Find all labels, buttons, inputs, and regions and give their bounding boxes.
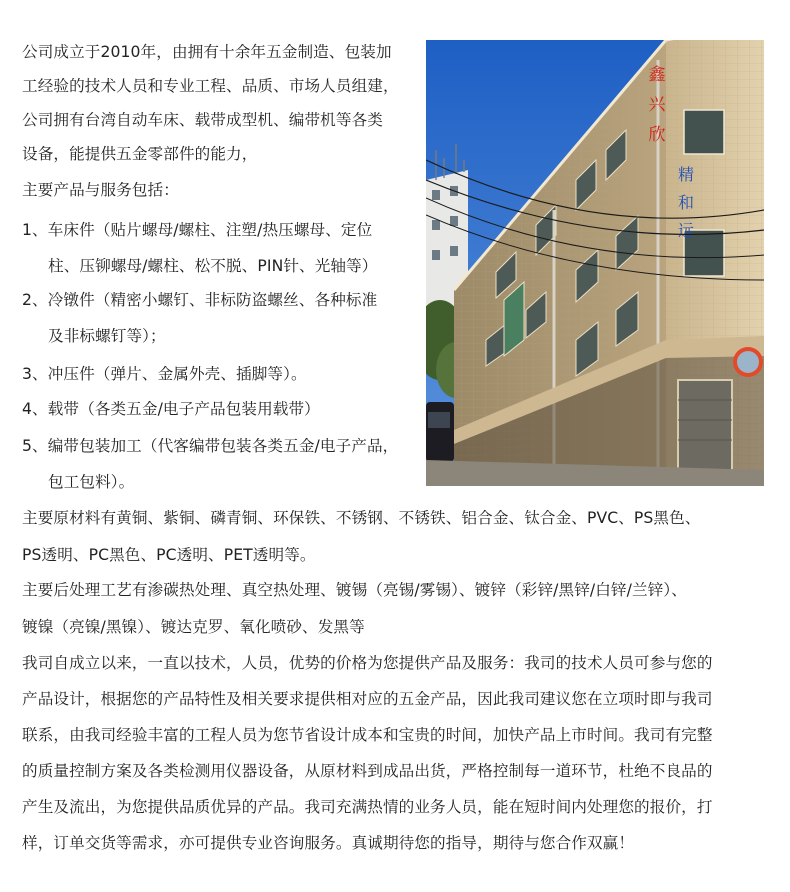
closing-line: 样，订单交货等需求，亦可提供专业咨询服务。真诚期待您的指导，期待与您合作双赢！	[22, 834, 635, 852]
closing-line: 产品设计，根据您的产品特性及相关要求提供相对应的五金产品，因此我司建议您在立项时即与我司	[22, 690, 713, 708]
materials-line: 主要原材料有黄铜、紫铜、磷青铜、环保铁、不锈钢、不锈铁、铝合金、钛合金、PVC、PS黑色、	[22, 509, 701, 527]
product-item-1: 1、车床件（贴片螺母/螺柱、注塑/热压螺母、定位	[22, 221, 373, 239]
product-item-2: 2、冷镦件（精密小螺钉、非标防盗螺丝、各种标准	[22, 291, 378, 309]
processes-line: 主要后处理工艺有渗碳热处理、真空热处理、镀锡（亮锡/雾锡）、镀锌（彩锌/黑锌/白锌/兰锌）、	[22, 581, 687, 599]
product-item-4: 4、载带（各类五金/电子产品包装用载带）	[22, 400, 320, 418]
intro-line: 设备，能提供五金零部件的能力，	[22, 145, 258, 163]
sign-blue-char: 和	[677, 193, 695, 212]
sign-red-char: 鑫	[648, 65, 666, 85]
sign-red-char: 欣	[648, 125, 666, 145]
product-item-2-cont: 及非标螺钉等）；	[48, 327, 166, 345]
intro-line: 工经验的技术人员和专业工程、品质、市场人员组建，	[22, 77, 399, 95]
sign-red-char: 兴	[648, 95, 666, 115]
product-item-5-cont: 包工包料）。	[48, 473, 135, 491]
intro-line: 公司成立于2010年，由拥有十余年五金制造、包装加	[22, 43, 392, 61]
closing-line: 联系，由我司经验丰富的工程人员为您节省设计成本和宝贵的时间，加快产品上市时间。我司有完整	[22, 726, 713, 744]
processes-line: 镀镍（亮镍/黑镍）、镀达克罗、氧化喷砂、发黑等	[22, 618, 365, 636]
product-item-3: 3、冲压件（弹片、金属外壳、插脚等）。	[22, 365, 307, 383]
closing-line: 的质量控制方案及各类检测用仪器设备，从原材料到成品出货，严格控制每一道环节，杜绝不良品的	[22, 762, 713, 780]
closing-line: 产生及流出，为您提供品质优异的产品。我司充满热情的业务人员，能在短时间内处理您的报价，打	[22, 798, 713, 816]
products-heading: 主要产品与服务包括：	[22, 181, 179, 199]
sign-blue-char: 精	[677, 165, 695, 184]
closing-line: 我司自成立以来，一直以技术，人员，优势的价格为您提供产品及服务：我司的技术人员可参与您的	[22, 654, 713, 672]
sign-blue-char: 远	[677, 221, 695, 240]
factory-building-photo	[426, 40, 764, 486]
product-item-5: 5、编带包装加工（代客编带包装各类五金/电子产品，	[22, 437, 399, 455]
product-item-1-cont: 柱、压铆螺母/螺柱、松不脱、PIN针、光轴等）	[48, 257, 378, 275]
materials-line: PS透明、PC黑色、PC透明、PET透明等。	[22, 546, 316, 564]
intro-line: 公司拥有台湾自动车床、载带成型机、编带机等各类	[22, 111, 383, 129]
